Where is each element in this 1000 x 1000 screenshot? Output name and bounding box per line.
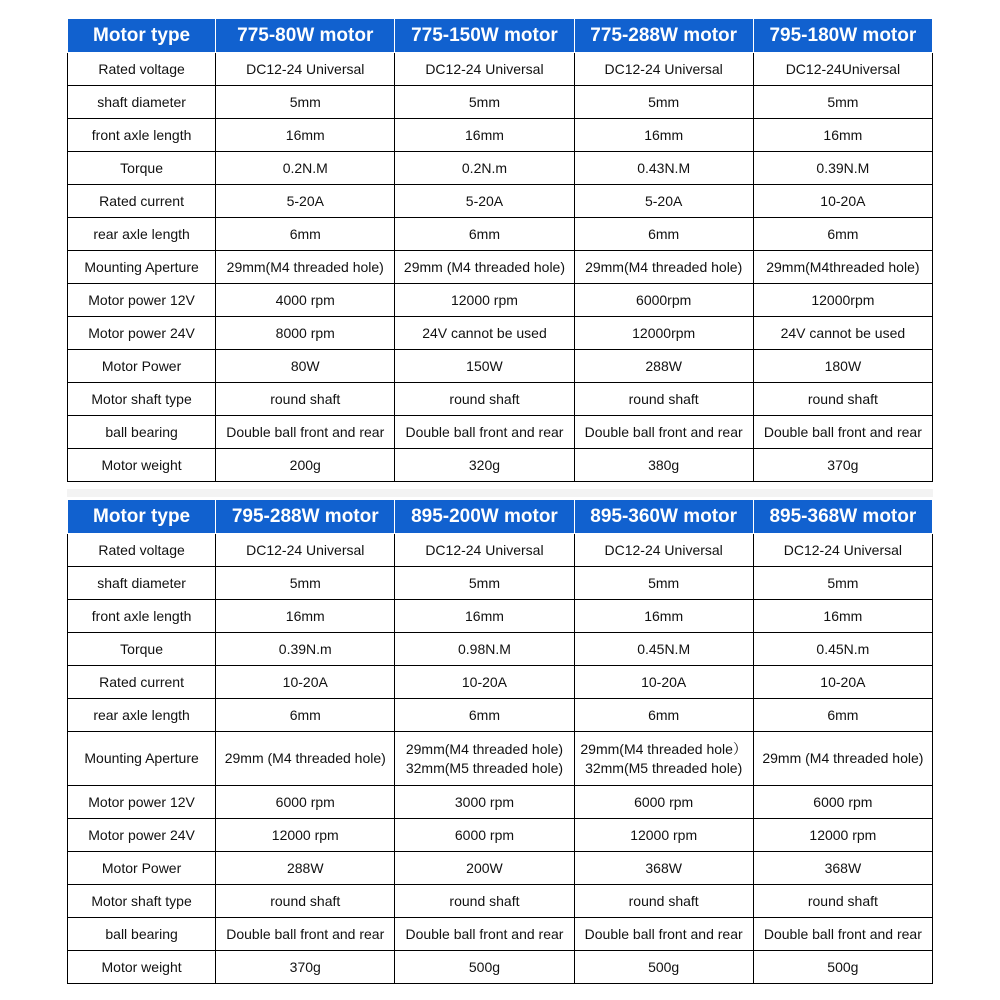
spec-cell: 200g xyxy=(216,449,395,482)
row-label: Mounting Aperture xyxy=(68,732,216,786)
spec-cell: 0.98N.M xyxy=(395,633,574,666)
header-motor-model: 775-288W motor xyxy=(574,19,753,53)
table-row xyxy=(68,152,933,185)
table-row xyxy=(68,534,933,567)
spec-cell: DC12-24 Universal xyxy=(753,534,932,567)
spec-cell: 5mm xyxy=(753,86,932,119)
spec-cell: 0.45N.m xyxy=(753,633,932,666)
spec-cell: round shaft xyxy=(216,383,395,416)
spec-cell: 10-20A xyxy=(753,185,932,218)
spec-cell: 12000rpm xyxy=(753,284,932,317)
spec-cell: 6mm xyxy=(395,699,574,732)
table-row xyxy=(68,218,933,251)
table-body xyxy=(68,53,933,482)
header-row xyxy=(68,500,933,534)
row-label: Rated voltage xyxy=(68,534,216,567)
header-motor-model: 895-368W motor xyxy=(753,500,932,534)
table-row xyxy=(68,449,933,482)
spec-cell: 5mm xyxy=(395,567,574,600)
row-label: front axle length xyxy=(68,600,216,633)
header-motor-model: 795-288W motor xyxy=(216,500,395,534)
spec-cell: 3000 rpm xyxy=(395,786,574,819)
spec-cell-line: 29mm(M4 threaded hole) xyxy=(405,740,564,757)
spec-cell: round shaft xyxy=(753,885,932,918)
spec-cell: 0.43N.M xyxy=(574,152,753,185)
spec-cell: 16mm xyxy=(753,119,932,152)
header-motor-type: Motor type xyxy=(68,500,216,534)
table-row xyxy=(68,699,933,732)
spec-cell: 6000 rpm xyxy=(574,786,753,819)
spec-cell: 29mm(M4 threaded hole) xyxy=(216,251,395,284)
spec-cell: 5mm xyxy=(574,86,753,119)
spec-cell: 16mm xyxy=(395,119,574,152)
spec-cell: 16mm xyxy=(574,600,753,633)
header-motor-model: 895-200W motor xyxy=(395,500,574,534)
spec-cell: 29mm (M4 threaded hole) xyxy=(216,732,395,786)
spec-cell: 6mm xyxy=(216,699,395,732)
table-row xyxy=(68,383,933,416)
table-row xyxy=(68,633,933,666)
spec-cell: 150W xyxy=(395,350,574,383)
spec-cell: 16mm xyxy=(216,600,395,633)
row-label: Motor Power xyxy=(68,350,216,383)
spec-cell: 8000 rpm xyxy=(216,317,395,350)
row-label: Torque xyxy=(68,152,216,185)
spec-cell: 6000rpm xyxy=(574,284,753,317)
row-label: Torque xyxy=(68,633,216,666)
spec-cell: 368W xyxy=(753,852,932,885)
spec-cell: 12000 rpm xyxy=(395,284,574,317)
spec-cell: 288W xyxy=(574,350,753,383)
spec-cell: 16mm xyxy=(753,600,932,633)
row-label: shaft diameter xyxy=(68,86,216,119)
spec-cell: 5mm xyxy=(753,567,932,600)
table-row xyxy=(68,284,933,317)
spec-cell: 6mm xyxy=(574,699,753,732)
row-label: Motor power 24V xyxy=(68,317,216,350)
table-row xyxy=(68,251,933,284)
row-label: rear axle length xyxy=(68,218,216,251)
spec-cell: 12000 rpm xyxy=(574,819,753,852)
row-label: Mounting Aperture xyxy=(68,251,216,284)
spec-cell: 0.2N.m xyxy=(395,152,574,185)
spec-cell: 80W xyxy=(216,350,395,383)
spec-cell: 500g xyxy=(395,951,574,984)
row-label: Motor weight xyxy=(68,951,216,984)
spec-cell: Double ball front and rear xyxy=(574,918,753,951)
spec-cell: 370g xyxy=(216,951,395,984)
spec-cell: 6mm xyxy=(395,218,574,251)
row-label: Motor shaft type xyxy=(68,383,216,416)
table-row xyxy=(68,416,933,449)
table-row xyxy=(68,885,933,918)
spec-cell: 10-20A xyxy=(753,666,932,699)
table-row xyxy=(68,53,933,86)
spec-cell: 29mm (M4 threaded hole) xyxy=(753,732,932,786)
spec-cell: round shaft xyxy=(753,383,932,416)
motor-spec-table-1 xyxy=(67,18,933,482)
spec-cell: round shaft xyxy=(574,885,753,918)
spec-cell: 12000 rpm xyxy=(753,819,932,852)
table-separator xyxy=(67,489,933,497)
spec-cell: 0.39N.m xyxy=(216,633,395,666)
spec-cell: 200W xyxy=(395,852,574,885)
spec-cell: 380g xyxy=(574,449,753,482)
row-label: Rated voltage xyxy=(68,53,216,86)
spec-cell: 6mm xyxy=(753,218,932,251)
row-label: Motor shaft type xyxy=(68,885,216,918)
spec-cell xyxy=(395,732,574,786)
spec-cell: Double ball front and rear xyxy=(753,416,932,449)
row-label: ball bearing xyxy=(68,918,216,951)
spec-cell: round shaft xyxy=(395,383,574,416)
spec-cell: 5mm xyxy=(216,86,395,119)
spec-cell: 29mm (M4 threaded hole) xyxy=(395,251,574,284)
spec-cell: 29mm(M4 threaded hole) xyxy=(574,251,753,284)
spec-cell: 6mm xyxy=(574,218,753,251)
header-motor-model: 775-80W motor xyxy=(216,19,395,53)
spec-cell: 180W xyxy=(753,350,932,383)
spec-cell: 6000 rpm xyxy=(216,786,395,819)
table-row xyxy=(68,317,933,350)
spec-cell-line: 32mm(M5 threaded hole) xyxy=(585,759,743,776)
spec-cell: 16mm xyxy=(216,119,395,152)
spec-cell: Double ball front and rear xyxy=(395,918,574,951)
spec-cell: round shaft xyxy=(395,885,574,918)
spec-cell: Double ball front and rear xyxy=(574,416,753,449)
spec-cell: 370g xyxy=(753,449,932,482)
spec-cell: 6mm xyxy=(753,699,932,732)
spec-cell: DC12-24 Universal xyxy=(395,534,574,567)
spec-cell: 500g xyxy=(753,951,932,984)
spec-cell: Double ball front and rear xyxy=(753,918,932,951)
table-row xyxy=(68,86,933,119)
table-row xyxy=(68,852,933,885)
table-row xyxy=(68,119,933,152)
header-motor-model: 795-180W motor xyxy=(753,19,932,53)
spec-cell: round shaft xyxy=(574,383,753,416)
table-row xyxy=(68,567,933,600)
table-row xyxy=(68,350,933,383)
spec-cell: 29mm(M4threaded hole) xyxy=(753,251,932,284)
row-label: Rated current xyxy=(68,185,216,218)
table-row xyxy=(68,185,933,218)
spec-cell: 5mm xyxy=(395,86,574,119)
header-motor-model: 775-150W motor xyxy=(395,19,574,53)
table-row xyxy=(68,786,933,819)
spec-cell: 10-20A xyxy=(395,666,574,699)
spec-cell: DC12-24 Universal xyxy=(216,534,395,567)
table-row xyxy=(68,732,933,786)
row-label: Motor power 12V xyxy=(68,284,216,317)
spec-cell-line: 29mm(M4 threaded hole） xyxy=(580,740,747,757)
spec-cell: 12000rpm xyxy=(574,317,753,350)
table-row xyxy=(68,666,933,699)
table-header xyxy=(68,500,933,534)
row-label: Motor power 12V xyxy=(68,786,216,819)
spec-cell: DC12-24Universal xyxy=(753,53,932,86)
spec-cell: Double ball front and rear xyxy=(216,918,395,951)
spec-cell: round shaft xyxy=(216,885,395,918)
spec-cell: DC12-24 Universal xyxy=(574,53,753,86)
spec-cell: Double ball front and rear xyxy=(395,416,574,449)
spec-cell: 5-20A xyxy=(216,185,395,218)
spec-cell: 4000 rpm xyxy=(216,284,395,317)
row-label: Motor power 24V xyxy=(68,819,216,852)
table-header xyxy=(68,19,933,53)
row-label: Motor Power xyxy=(68,852,216,885)
spec-cell: 500g xyxy=(574,951,753,984)
spec-cell: DC12-24 Universal xyxy=(395,53,574,86)
spec-cell: 0.39N.M xyxy=(753,152,932,185)
table-row xyxy=(68,819,933,852)
table-row xyxy=(68,918,933,951)
motor-spec-table-2 xyxy=(67,499,933,984)
row-label: rear axle length xyxy=(68,699,216,732)
header-motor-model: 895-360W motor xyxy=(574,500,753,534)
row-label: ball bearing xyxy=(68,416,216,449)
spec-cell: 5mm xyxy=(574,567,753,600)
spec-cell: DC12-24 Universal xyxy=(216,53,395,86)
spec-cell: 6mm xyxy=(216,218,395,251)
spec-cell: 320g xyxy=(395,449,574,482)
spec-cell: 288W xyxy=(216,852,395,885)
spec-cell: 24V cannot be used xyxy=(753,317,932,350)
row-label: Motor weight xyxy=(68,449,216,482)
row-label: shaft diameter xyxy=(68,567,216,600)
spec-cell: 0.2N.M xyxy=(216,152,395,185)
spec-cell: 0.45N.M xyxy=(574,633,753,666)
table-row xyxy=(68,600,933,633)
spec-cell: 6000 rpm xyxy=(753,786,932,819)
spec-cell: Double ball front and rear xyxy=(216,416,395,449)
header-row xyxy=(68,19,933,53)
spec-cell: 10-20A xyxy=(574,666,753,699)
spec-cell: DC12-24 Universal xyxy=(574,534,753,567)
row-label: front axle length xyxy=(68,119,216,152)
spec-cell: 5mm xyxy=(216,567,395,600)
spec-cell: 6000 rpm xyxy=(395,819,574,852)
spec-cell: 16mm xyxy=(395,600,574,633)
table-body xyxy=(68,534,933,984)
header-motor-type: Motor type xyxy=(68,19,216,53)
spec-cell: 16mm xyxy=(574,119,753,152)
spec-cell xyxy=(574,732,753,786)
row-label: Rated current xyxy=(68,666,216,699)
spec-cell: 12000 rpm xyxy=(216,819,395,852)
spec-cell: 368W xyxy=(574,852,753,885)
spec-cell: 24V cannot be used xyxy=(395,317,574,350)
spec-cell: 5-20A xyxy=(574,185,753,218)
spec-cell: 5-20A xyxy=(395,185,574,218)
spec-cell: 10-20A xyxy=(216,666,395,699)
table-row xyxy=(68,951,933,984)
spec-cell-line: 32mm(M5 threaded hole) xyxy=(405,759,564,776)
